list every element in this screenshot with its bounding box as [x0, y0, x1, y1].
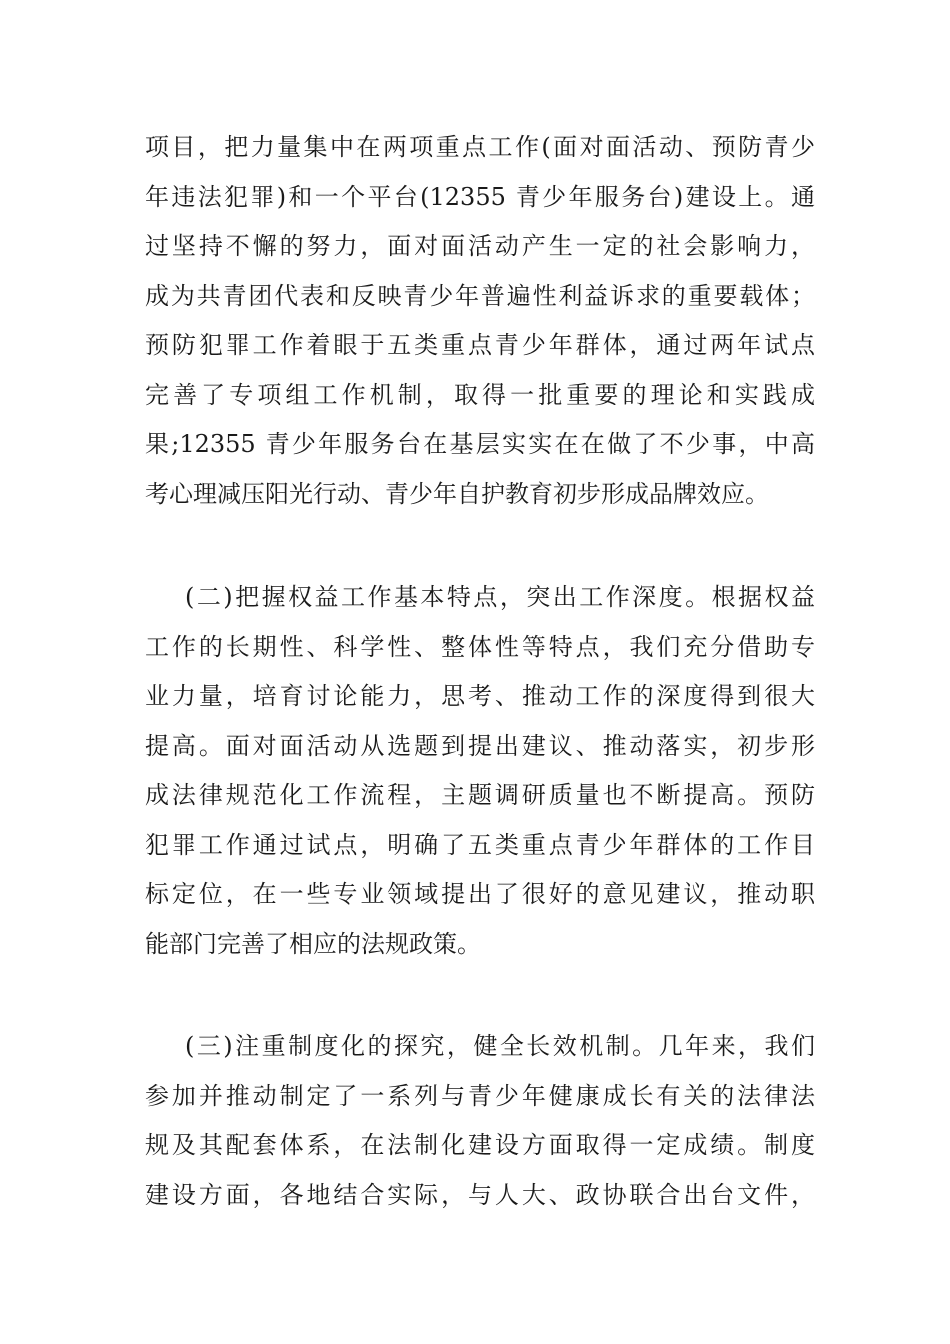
paragraph-1 [145, 123, 815, 519]
text-line: (二)把握权益工作基本特点，突出工作深度。根据权益 [185, 583, 815, 611]
text-line: 项目，把力量集中在两项重点工作(面对面活动、预防青少 [145, 133, 815, 161]
paragraph-3 [145, 1022, 815, 1220]
text-line: 参加并推动制定了一系列与青少年健康成长有关的法律法 [145, 1081, 815, 1110]
text-line: 果;12355 青少年服务台在基层实实在在做了不少事，中高 [145, 430, 815, 458]
text-line: 年违法犯罪)和一个平台(12355 青少年服务台)建设上。通 [145, 182, 815, 211]
text-line: 建设方面，各地结合实际，与人大、政协联合出台文件， [145, 1180, 815, 1209]
paragraph-2 [145, 573, 815, 969]
text-line: 考心理减压阳光行动、青少年自护教育初步形成品牌效应。 [145, 479, 769, 508]
text-line: 标定位，在一些专业领域提出了很好的意见建议，推动职 [145, 880, 815, 908]
text-line: 过坚持不懈的努力，面对面活动产生一定的社会影响力， [145, 232, 815, 260]
text-line: 犯罪工作通过试点，明确了五类重点青少年群体的工作目 [145, 830, 815, 859]
text-line: 成法律规范化工作流程，主题调研质量也不断提高。预防 [145, 781, 815, 809]
text-line: 提高。面对面活动从选题到提出建议、推动落实，初步形 [145, 731, 815, 760]
text-line: 成为共青团代表和反映青少年普遍性利益诉求的重要载体； [145, 281, 815, 310]
text-line: 能部门完善了相应的法规政策。 [145, 929, 481, 958]
text-line: 预防犯罪工作着眼于五类重点青少年群体，通过两年试点 [145, 331, 815, 359]
text-line: (三)注重制度化的探究，健全长效机制。几年来，我们 [185, 1032, 815, 1060]
text-line: 完善了专项组工作机制，取得一批重要的理论和实践成 [145, 380, 815, 409]
text-line: 业力量，培育讨论能力，思考、推动工作的深度得到很大 [145, 682, 815, 710]
text-line: 规及其配套体系，在法制化建设方面取得一定成绩。制度 [145, 1131, 815, 1159]
text-line: 工作的长期性、科学性、整体性等特点，我们充分借助专 [145, 632, 815, 661]
